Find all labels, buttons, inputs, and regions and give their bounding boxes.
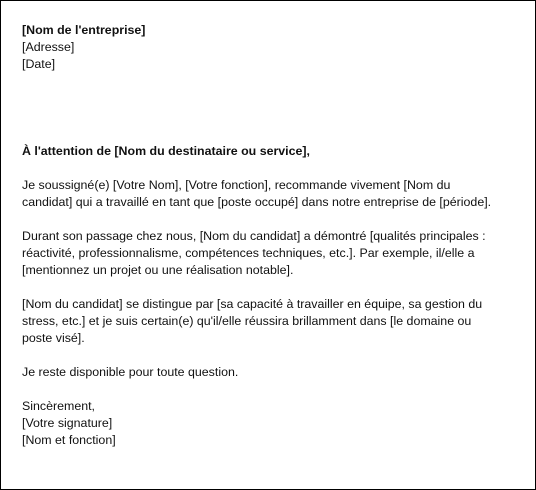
company-name: [Nom de l'entreprise] [22, 23, 146, 37]
paragraph-line: [mentionnez un projet ou une réalisation notable]. [22, 263, 294, 277]
paragraph-availability [22, 364, 535, 381]
paragraph-line: Je soussigné(e) [Votre Nom], [Votre fonction], recommande vivement [Nom du [22, 178, 451, 192]
paragraph-line: [Nom du candidat] se distingue par [sa capacité à travailler en équipe, sa gestion du [22, 297, 483, 311]
signature-line: [Votre signature] [22, 416, 113, 430]
name-role-line: [Nom et fonction] [22, 433, 116, 447]
paragraph-line: stress, etc.] et je suis certain(e) qu'il/elle réussira brillamment dans [le domaine ou [22, 314, 472, 328]
company-address: [Adresse] [22, 40, 75, 54]
sender-block [22, 22, 535, 73]
closing-greeting: Sincèrement, [22, 399, 96, 413]
paragraph-line: candidat] qui a travaillé en tant que [poste occupé] dans notre entreprise de [période]. [22, 195, 492, 209]
salutation-block [22, 143, 535, 160]
paragraph-line: Je reste disponible pour toute question. [22, 365, 239, 379]
paragraph-recommendation [22, 177, 535, 211]
paragraph-line: Durant son passage chez nous, [Nom du candidat] a démontré [qualités principales : [22, 229, 486, 243]
closing-block [22, 398, 535, 449]
paragraph-qualities [22, 228, 535, 279]
paragraph-line: poste visé]. [22, 331, 85, 345]
paragraph-distinction [22, 296, 535, 347]
salutation-line: À l'attention de [Nom du destinataire ou service], [22, 144, 310, 158]
paragraph-line: réactivité, professionnalisme, compétences techniques, etc.]. Par exemple, il/elle a [22, 246, 475, 260]
letter-date: [Date] [22, 57, 56, 71]
